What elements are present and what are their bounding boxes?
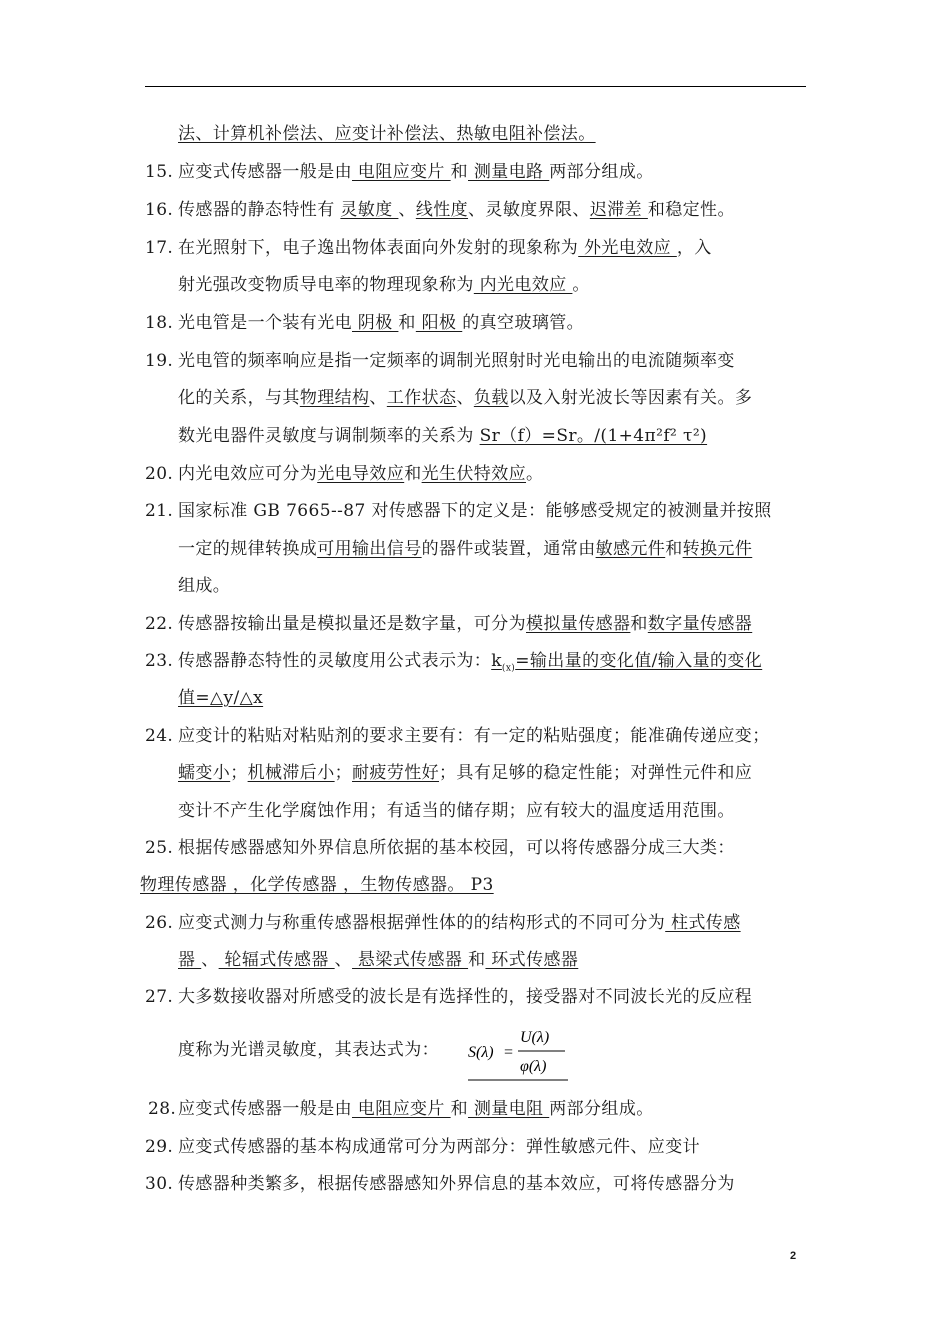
answer-blank <box>219 950 335 970</box>
line-text <box>178 574 230 598</box>
answer-blank <box>317 539 421 559</box>
segment-text: 和 <box>450 162 469 182</box>
segment-text: 阴极 <box>352 313 399 333</box>
segment-text: 、 <box>201 950 219 970</box>
line-text <box>178 386 752 410</box>
segment-text: 组成。 <box>178 576 231 596</box>
segment-text: 内光电效应可分为 <box>178 464 318 484</box>
answer-blank <box>248 763 335 783</box>
segment-text: 测量电路 <box>468 162 550 182</box>
text-segment <box>335 950 352 970</box>
text-segment <box>178 614 526 634</box>
answer-blank <box>468 1099 549 1119</box>
text-segment <box>178 388 300 408</box>
segment-text: ，入 <box>676 238 712 258</box>
item-number: 24. <box>145 726 174 746</box>
segment-text: 机械滞后小 <box>247 763 335 783</box>
segment-text: ； <box>230 763 248 783</box>
text-segment <box>178 275 474 295</box>
segment-text: 、 <box>369 388 387 408</box>
segment-text: 轮辐式传感器 <box>218 950 335 970</box>
answer-blank <box>468 162 549 182</box>
segment-text: 和 <box>450 1099 469 1119</box>
answer-blank <box>387 388 457 408</box>
segment-text: 可用输出信号 <box>317 539 422 559</box>
text-segment <box>178 987 752 1007</box>
line-text <box>178 236 712 260</box>
answer-blank <box>352 950 468 970</box>
line-text <box>178 911 741 935</box>
segment-text: 根据传感器感知外界信息所依据的基本校园，可以将传感器分成三大类： <box>178 838 735 858</box>
answer-blank <box>416 200 468 220</box>
answer-blank <box>485 950 578 970</box>
text-segment <box>398 313 415 333</box>
segment-text: 环式传感器 <box>485 950 579 970</box>
item-number: 25. <box>145 838 174 858</box>
line-text <box>178 985 752 1009</box>
line-text <box>178 160 654 184</box>
line-text <box>178 198 735 222</box>
text-segment <box>178 801 735 821</box>
segment-text: 器 <box>178 950 202 970</box>
segment-text: 应变式传感器的基本构成通常可分为两部分：弹性敏感元件、应变计 <box>178 1137 700 1157</box>
answer-blank <box>491 651 516 674</box>
segment-text: 耐疲劳性好 <box>352 763 440 783</box>
answer-blank <box>422 464 526 484</box>
text-segment <box>451 162 468 182</box>
segment-text: k <box>491 651 502 671</box>
segment-text: 蠕变小 <box>178 763 231 783</box>
formula-lhs: S(λ) <box>468 1044 494 1061</box>
text-segment <box>178 464 317 484</box>
text-segment <box>178 726 770 746</box>
segment-text: 和稳定性。 <box>647 200 735 220</box>
segment-text: ； <box>334 763 353 783</box>
line-text <box>178 1172 735 1196</box>
segment-text: 应变式传感器一般是由 <box>178 1099 352 1119</box>
answer-blank <box>340 200 398 220</box>
item-number: 26. <box>145 913 174 933</box>
text-segment <box>456 388 473 408</box>
answer-blank <box>140 875 494 895</box>
line-text <box>140 873 494 897</box>
item-number: 28. <box>148 1099 177 1119</box>
answer-blank <box>474 275 573 295</box>
segment-text: 线性度 <box>415 200 469 220</box>
text-segment <box>178 1174 735 1194</box>
segment-text: 法、计算机补偿法、应变计补偿法、热敏电阻补偿法。 <box>178 124 596 144</box>
text-segment <box>422 539 596 559</box>
item-number: 15. <box>145 162 174 182</box>
segment-text: 两部分组成。 <box>549 162 654 182</box>
text-segment <box>178 351 735 371</box>
segment-text: 物理结构 <box>299 388 370 408</box>
text-segment <box>451 1099 468 1119</box>
segment-text: 和 <box>468 950 486 970</box>
segment-text: 传感器种类繁多，根据传感器感知外界信息的基本效应，可将传感器分为 <box>178 1174 735 1194</box>
item-number: 20. <box>145 464 174 484</box>
formula-lead-text: 度称为光谱灵敏度，其表达式为： <box>178 1040 439 1060</box>
item-number: 27. <box>145 987 174 1007</box>
line-text <box>178 836 735 860</box>
segment-text: 、 <box>334 950 353 970</box>
subscript: (x) <box>501 663 516 674</box>
segment-text: 。 <box>526 464 544 484</box>
segment-text: 传感器的静态特性有 <box>178 200 341 220</box>
segment-text: 负载 <box>473 388 509 408</box>
answer-blank <box>648 614 752 634</box>
answer-blank <box>526 614 630 634</box>
answer-blank <box>178 124 596 144</box>
text-segment <box>230 763 247 783</box>
item-number: 21. <box>145 501 174 521</box>
line-text <box>178 612 752 636</box>
text-segment <box>201 950 218 970</box>
segment-text: 和 <box>630 614 648 634</box>
segment-text: 电阻应变片 <box>352 1099 451 1119</box>
line-text <box>178 686 263 710</box>
item-number: 17. <box>145 238 174 258</box>
text-segment <box>178 501 772 521</box>
answer-blank <box>683 539 753 559</box>
answer-blank <box>178 763 230 783</box>
segment-text: 光电管是一个装有光电 <box>178 313 352 333</box>
text-segment <box>677 238 712 258</box>
segment-text: 和 <box>398 313 416 333</box>
segment-text: 在光照射下，电子逸出物体表面向外发射的现象称为 <box>178 238 579 258</box>
text-segment <box>369 388 386 408</box>
text-segment <box>648 200 735 220</box>
segment-text: 值=△y/△x <box>178 688 264 708</box>
segment-text: 一定的规律转换成 <box>178 539 318 559</box>
segment-text: 测量电阻 <box>468 1099 550 1119</box>
line-text <box>178 724 770 748</box>
item-number: 22. <box>145 614 174 634</box>
spectral-sensitivity-formula <box>468 1022 568 1082</box>
text-segment <box>178 651 491 671</box>
line-text <box>178 424 707 448</box>
segment-text: 灵敏度 <box>340 200 399 220</box>
text-segment <box>665 539 682 559</box>
answer-blank <box>578 238 677 258</box>
segment-text: 柱式传感 <box>665 913 741 933</box>
answer-blank <box>178 950 201 970</box>
text-segment <box>335 763 352 783</box>
item-number: 18. <box>145 313 174 333</box>
item-number: 29. <box>145 1137 174 1157</box>
text-segment <box>630 614 647 634</box>
text-segment <box>178 838 735 858</box>
segment-text: 变计不产生化学腐蚀作用；有适当的储存期；应有较大的温度适用范围。 <box>178 801 735 821</box>
answer-blank <box>474 388 509 408</box>
segment-text: 模拟量传感器 <box>526 614 631 634</box>
segment-text: 敏感元件 <box>595 539 666 559</box>
page-number: 2 <box>790 1250 797 1262</box>
text-segment <box>178 238 578 258</box>
answer-blank <box>596 539 666 559</box>
segment-text: 国家标准 GB 7665--87 对传感器下的定义是：能够感受规定的被测量并按照 <box>178 501 772 521</box>
segment-text: ；具有足够的稳定性能；对弹性元件和应 <box>439 763 753 783</box>
answer-blank <box>300 388 370 408</box>
answer-blank <box>352 313 398 333</box>
line-text <box>178 273 590 297</box>
line-text <box>178 122 596 146</box>
text-segment <box>549 162 653 182</box>
line-text <box>178 799 735 823</box>
answer-blank <box>416 313 462 333</box>
text-segment <box>462 313 584 333</box>
line-text <box>178 349 735 373</box>
segment-text: 内光电效应 <box>473 275 573 295</box>
line-text <box>178 761 752 785</box>
item-number: 30. <box>145 1174 174 1194</box>
answer-blank <box>352 763 439 783</box>
line-text <box>178 499 772 523</box>
text-segment <box>404 464 421 484</box>
header-rule <box>145 86 806 87</box>
line-text <box>178 649 762 680</box>
segment-text: 悬梁式传感器 <box>352 950 469 970</box>
segment-text: 迟滞差 <box>589 200 648 220</box>
answer-blank <box>178 688 263 708</box>
segment-text: 传感器静态特性的灵敏度用公式表示为： <box>178 651 492 671</box>
text-segment <box>178 539 317 559</box>
text-segment <box>439 763 752 783</box>
segment-text: 、 <box>398 200 416 220</box>
item-number: 23. <box>145 651 174 671</box>
answer-blank <box>317 464 404 484</box>
text-segment <box>178 313 352 333</box>
text-segment <box>178 162 352 182</box>
segment-text: 的真空玻璃管。 <box>462 313 585 333</box>
line-text <box>178 1135 700 1159</box>
segment-text: 光生伏特效应 <box>421 464 527 484</box>
segment-text: 化的关系，与其 <box>178 388 300 408</box>
segment-text: 射光强改变物质导电率的物理现象称为 <box>178 275 474 295</box>
segment-text: 外光电效应 <box>578 238 677 258</box>
text-segment <box>178 913 665 933</box>
answer-blank <box>515 651 762 671</box>
segment-text: 大多数接收器对所感受的波长是有选择性的，接受器对不同波长光的反应程 <box>178 987 753 1007</box>
line-text <box>178 537 752 561</box>
segment-text: 数字量传感器 <box>647 614 753 634</box>
formula-denominator: φ(λ) <box>520 1058 547 1075</box>
segment-text: 。 <box>572 275 590 295</box>
text-segment <box>509 388 753 408</box>
text-segment <box>468 950 485 970</box>
answer-blank <box>352 1099 451 1119</box>
segment-text: 数光电器件灵敏度与调制频率的关系为 <box>178 426 480 446</box>
answer-blank <box>590 200 648 220</box>
segment-text: 以及入射光波长等因素有关。多 <box>508 388 753 408</box>
segment-text: 光电导效应 <box>317 464 405 484</box>
answer-blank <box>480 426 707 446</box>
line-text <box>178 1097 654 1121</box>
segment-text: 光电管的频率响应是指一定频率的调制光照射时光电输出的电流随频率变 <box>178 351 735 371</box>
segment-text: Sr（f）=Sr。/(1+4π²f² τ²) <box>479 426 708 446</box>
text-segment <box>398 200 415 220</box>
segment-text: 两部分组成。 <box>549 1099 654 1119</box>
segment-text: 、灵敏度界限、 <box>468 200 590 220</box>
item-number: 16. <box>145 200 174 220</box>
line-text <box>178 311 584 335</box>
text-segment <box>468 200 590 220</box>
segment-text: 应变式测力与称重传感器根据弹性体的的结构形式的不同可分为 <box>178 913 666 933</box>
segment-text: 、 <box>456 388 474 408</box>
text-segment <box>549 1099 653 1119</box>
text-segment <box>572 275 589 295</box>
segment-text: 电阻应变片 <box>352 162 451 182</box>
segment-text: 工作状态 <box>386 388 457 408</box>
segment-text: 的器件或装置，通常由 <box>421 539 596 559</box>
segment-text: 和 <box>665 539 683 559</box>
text-segment <box>178 1099 352 1119</box>
text-segment <box>526 464 543 484</box>
answer-blank <box>352 162 451 182</box>
segment-text: =输出量的变化值/输入量的变化 <box>515 651 763 671</box>
formula-numerator: U(λ) <box>520 1029 550 1046</box>
line-text <box>178 948 578 972</box>
segment-text: 应变式传感器一般是由 <box>178 162 352 182</box>
line-text <box>178 462 543 486</box>
segment-text: 物理传感器 ，化学传感器 ，生物传感器。 P3 <box>140 875 494 895</box>
text-segment <box>178 1137 700 1157</box>
item-number: 19. <box>145 351 174 371</box>
text-segment <box>178 200 340 220</box>
text-segment <box>178 576 230 596</box>
answer-blank <box>665 913 740 933</box>
segment-text: 阳极 <box>415 313 463 333</box>
segment-text: 和 <box>404 464 422 484</box>
segment-text: 转换元件 <box>682 539 753 559</box>
segment-text: 传感器按输出量是模拟量还是数字量，可分为 <box>178 614 526 634</box>
segment-text: 应变计的粘贴对粘贴剂的要求主要有：有一定的粘贴强度；能准确传递应变； <box>178 726 770 746</box>
text-segment <box>178 426 480 446</box>
formula-equals: = <box>504 1044 514 1061</box>
